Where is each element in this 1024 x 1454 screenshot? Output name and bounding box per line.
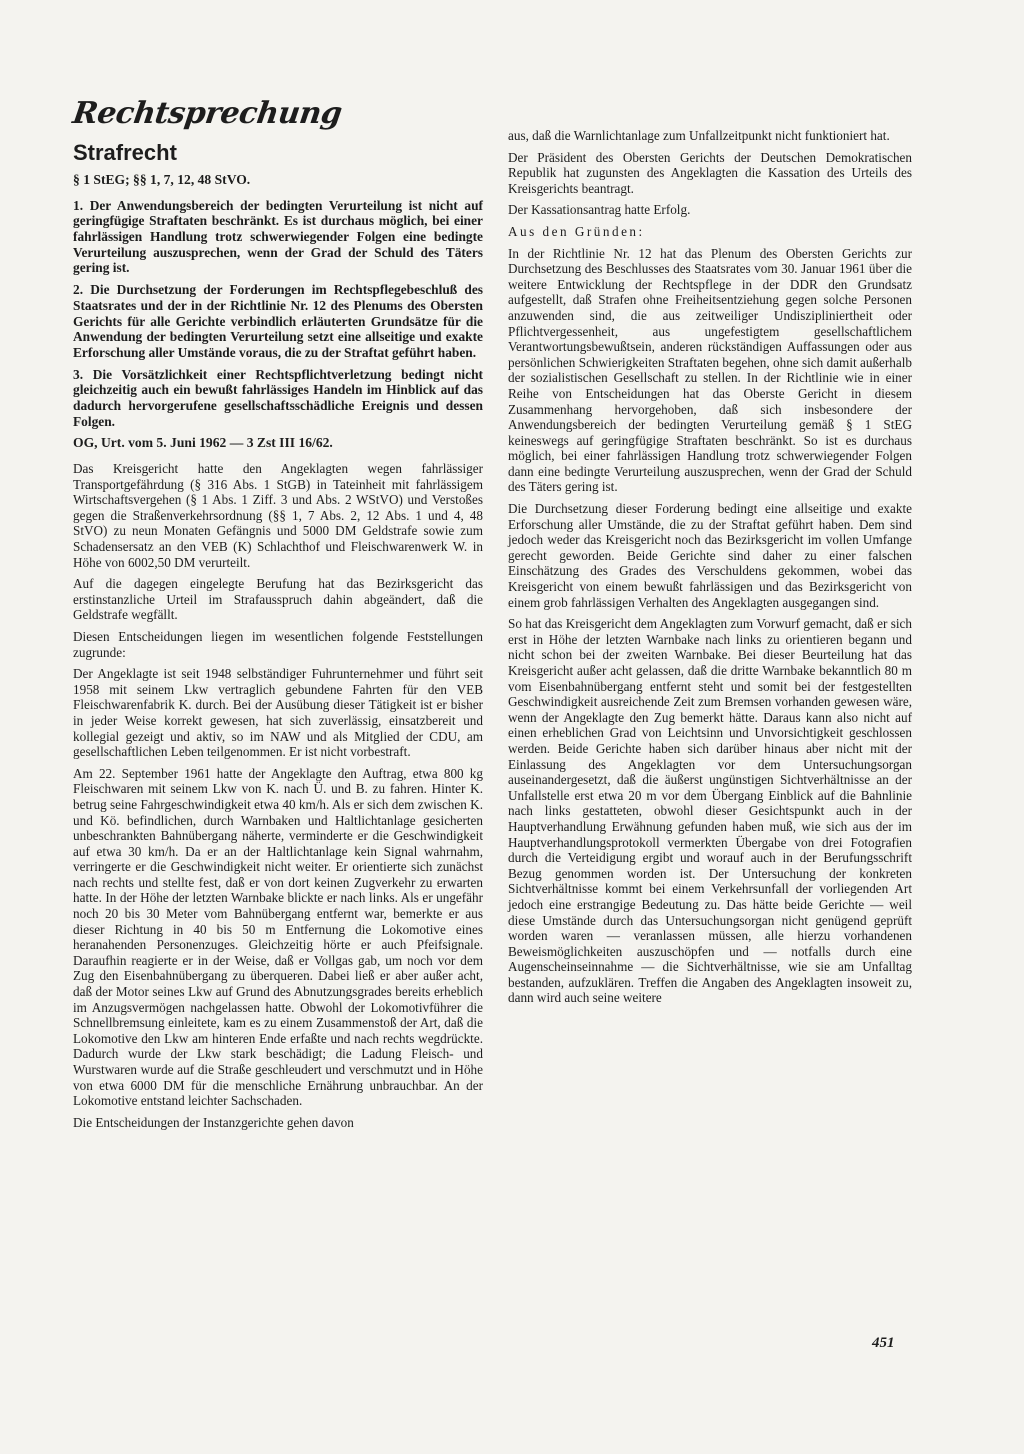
reasons-heading: Aus den Gründen:: [508, 223, 645, 239]
paragraph: Auf die dagegen eingelegte Berufung hat das Bezirksgericht das erstinstanzliche Urteil im Strafausspruch dahin abgeändert, daß die Geldstrafe wegfällt.: [73, 576, 483, 623]
paragraph: Diesen Entscheidungen liegen im wesentlichen folgende Feststellungen zugrunde:: [73, 628, 483, 660]
paragraph: Der Angeklagte ist seit 1948 selbständiger Fuhrunternehmer und führt seit 1958 mit seinem Lkw vertraglich gebundene Fahrten für den VEB Fleischwarenfabrik K. durch. Bei der Ausübung dieser Tätigkeit ist er bisher in jeder Weise korrekt gewesen, hat sich zuverlässig, einsatzbereit und kollegial gezeigt und aktiv, so im NAW und als Mitglied der CDU, am gesellschaftlichen Leben teilgenommen. Er ist nicht vorbestraft.: [73, 666, 483, 760]
court-reference: OG, Urt. vom 5. Juni 1962 — 3 Zst III 16/62.: [73, 435, 333, 451]
headnote-3: 3. Die Vorsätzlichkeit einer Rechtspflichtverletzung bedingt nicht gleichzeitig auch ein bewußt fahrlässiges Handeln im Hinblick auf das dadurch hervorgerufene gesellschaftsschädliche Ereignis und dessen Folgen.: [73, 366, 483, 429]
statute-reference: § 1 StEG; §§ 1, 7, 12, 48 StVO.: [73, 172, 251, 187]
section-title: Strafrecht: [73, 140, 177, 165]
paragraph: Das Kreisgericht hatte den Angeklagten wegen fahrlässiger Transportgefährdung (§ 316 Abs. 1 StGB) in Tateinheit mit fahrlässigem Wirtschaftsvergehen (§ 1 Abs. 1 Ziff. 3 und Abs. 2 WStVO) und Verstoßes gegen die Straßenverkehrsordnung (§§ 1, 7 Abs. 2, 12 Abs. 1 und 4, 48 StVO) zu neun Monaten Gefängnis und 5000 DM Geldstrafe sowie zum Schadensersatz an den VEB (K) Schlachthof und Fleischwarenwerk W. in Höhe von 6002,50 DM verurteilt.: [73, 461, 483, 570]
paragraph: aus, daß die Warnlichtanlage zum Unfallzeitpunkt nicht funktioniert hat.: [508, 128, 890, 143]
paragraph: In der Richtlinie Nr. 12 hat das Plenum des Obersten Gerichts zur Durchsetzung des Beschlusses des Staatsrates vom 30. Januar 1961 über die weitere Entwicklung der Rechtspflege in der DDR den Grundsatz aufgestellt, daß Strafen ohne Freiheitsentziehung gegen solche Personen anzuwenden sind, die aus zeitweiliger Undiszipliniertheit oder Pflichtvergessenheit, aus ungefestigtem gesellschaftlichem Verantwortungsbewußtsein, anderen rückständigen Auffassungen oder aus persönlichen Schwierigkeiten Straftaten begehen, ohne sich damit außerhalb der sozialistischen Gesellschaft zu stellen. In der Richtlinie wie in einer Reihe von Entscheidungen hat das Oberste Gericht in diesem Zusammenhang hervorgehoben, daß sich insbesondere der Anwendungsbereich der bedingten Verurteilung gemäß § 1 StEG keineswegs auf geringfügige Straftaten beschränkt. So ist es durchaus möglich, bei einer fahrlässigen Handlung trotz schwerwiegender Folgen dann eine bedingte Verurteilung auszusprechen, wenn der Grad der Schuld des Täters gering ist.: [508, 245, 912, 495]
paragraph: Die Durchsetzung dieser Forderung bedingt eine allseitige und exakte Erforschung aller Umstände, die zu der Straftat geführt haben. Dem sind jedoch weder das Kreisgericht noch das Bezirksgericht im vollen Umfange gerecht geworden. Beide Gerichte sind daher zu einer falschen Einschätzung des Grades des Verschuldens gekommen, wobei das Kreisgericht von einem bewußt fahrlässigen und das Bezirksgericht von einem grob fahrlässigen Verhalten des Angeklagten ausgegangen sind.: [508, 501, 912, 610]
paragraph: So hat das Kreisgericht dem Angeklagten zum Vorwurf gemacht, daß er sich erst in Höhe der letzten Warnbake nach links zu orientieren begann und nicht schon bei der zweiten Warnbake. Bei dieser Beurteilung hat das Kreisgericht außer acht gelassen, daß die dritte Warnbake bekanntlich 80 m vom Eisenbahnübergang entfernt steht und somit bei der festgestellten Geschwindigkeit ausreichende Zeit zum Bremsen vorhanden gewesen wäre, wenn der Angeklagte den Zug bemerkt hätte. Daraus kann also nicht auf einen erheblichen Grad von Leichtsinn und Unvorsichtigkeit geschlossen werden. Beide Gerichte haben sich darüber hinaus aber nicht mit der Einlassung des Angeklagten vor dem Untersuchungsorgan auseinandergesetzt, daß die äußerst ungünstigen Sichtverhältnisse an der Unfallstelle erst etwa 20 m vor dem Übergang Einblick auf die Bahnlinie nach links gestatteten, obwohl dieser Gesichtspunkt auch in der Hauptverhandlung Erwähnung gefunden haben muß, wie sich aus der im Hauptverhandlungsprotokoll vermerkten Übergabe von drei Fotografien durch die Verteidigung ergibt und worauf auch in der Berufungsschrift Bezug genommen worden ist. Der Untersuchung der konkreten Sichtverhältnisse kommt bei einem Verkehrsunfall der vorliegenden Art jedoch eine erstrangige Bedeutung zu. Das hätte beide Gerichte — weil diese Umstände durch das Untersuchungsorgan nicht genügend geprüft worden waren — veranlassen müssen, alle hierzu vorhandenen Beweismöglichkeiten auszuschöpfen und — notfalls durch eine Augenscheinseinnahme — die Sichtverhältnisse, wie sie am Unfalltag bestanden, aufzuklären. Treffen die Angaben des Angeklagten insoweit zu, dann wird auch seine weitere: [508, 616, 912, 1006]
paragraph: Der Präsident des Obersten Gerichts der Deutschen Demokratischen Republik hat zugunsten des Angeklagten die Kassation des Urteils des Kreisgerichts beantragt.: [508, 149, 912, 196]
left-column: [73, 172, 483, 1136]
paragraph: Am 22. September 1961 hatte der Angeklagte den Auftrag, etwa 800 kg Fleischwaren mit seinem Lkw von K. nach Ü. und B. zu fahren. Hinter K. betrug seine Fahrgeschwindigkeit etwa 40 km/h. Als er sich dem zwischen K. und Kö. befindlichen, durch Warnbaken und Haltlichtanlage gesicherten unbeschrankten Bahnübergang näherte, verminderte er die Geschwindigkeit auf etwa 30 km/h. Da er an der Haltlichtanlage kein Signal wahrnahm, verringerte er die Geschwindigkeit nicht weiter. Er orientierte sich zunächst nach rechts und stellte fest, daß er von dort keinen Zugverkehr zu erwarten hatte. In der Höhe der letzten Warnbake blickte er nach links. Als er ungefähr noch 20 bis 30 Meter vom Bahnübergang entfernt war, bemerkte er aus dieser Richtung in 40 bis 50 m Entfernung die Lokomotive eines heranahenden Personenzuges. Gleichzeitig hörte er auch Pfeifsignale. Daraufhin reagierte er in der Weise, daß er Vollgas gab, um noch vor dem Zug den Eisenbahnübergang zu überqueren. Dabei ließ er aber außer acht, daß der Motor seines Lkw auf Grund des Abnutzungsgrades bereits erheblich im Anzugsvermögen nachgelassen hatte. Obwohl der Lokomotivführer die Schnellbremsung einleitete, kam es zu einem Zusammenstoß der Art, daß die Lokomotive den Lkw am hinteren Ende erfaßte und nach rechts wegdrückte. Dadurch wurde der Lkw stark beschädigt; die Ladung Fleisch- und Wurstwaren wurde auf die Straße geschleudert und verschmutzt und in Höhe von etwa 6000 DM für die menschliche Ernährung unbrauchbar. An der Lokomotive entstand leichter Sachschaden.: [73, 765, 483, 1109]
headnote-1: 1. Der Anwendungsbereich der bedingten Verurteilung ist nicht auf geringfügige Straftaten beschränkt. Es ist durchaus möglich, bei einer fahrlässigen Handlung trotz schwerwiegender Folgen eine bedingte Verurteilung auszusprechen, wenn der Grad der Schuld des Täters gering ist.: [73, 197, 483, 276]
paragraph: Die Entscheidungen der Instanzgerichte gehen davon: [73, 1114, 354, 1130]
script-title: Rechtsprechung: [70, 96, 344, 131]
headnote-2: 2. Die Durchsetzung der Forderungen im Rechtspflegebeschluß des Staatsrates und der in der Richtlinie Nr. 12 des Plenums des Obersten Gerichts für alle Gerichte verbindlich erläuterten Grundsätze für die Anwendung der bedingten Verurteilung setzt eine allseitige und exakte Erforschung aller Umstände voraus, die zu der Straftat geführt haben.: [73, 282, 483, 360]
page-number: 451: [872, 1335, 895, 1351]
paragraph: Der Kassationsantrag hatte Erfolg.: [508, 202, 691, 218]
right-column: [508, 128, 912, 1012]
